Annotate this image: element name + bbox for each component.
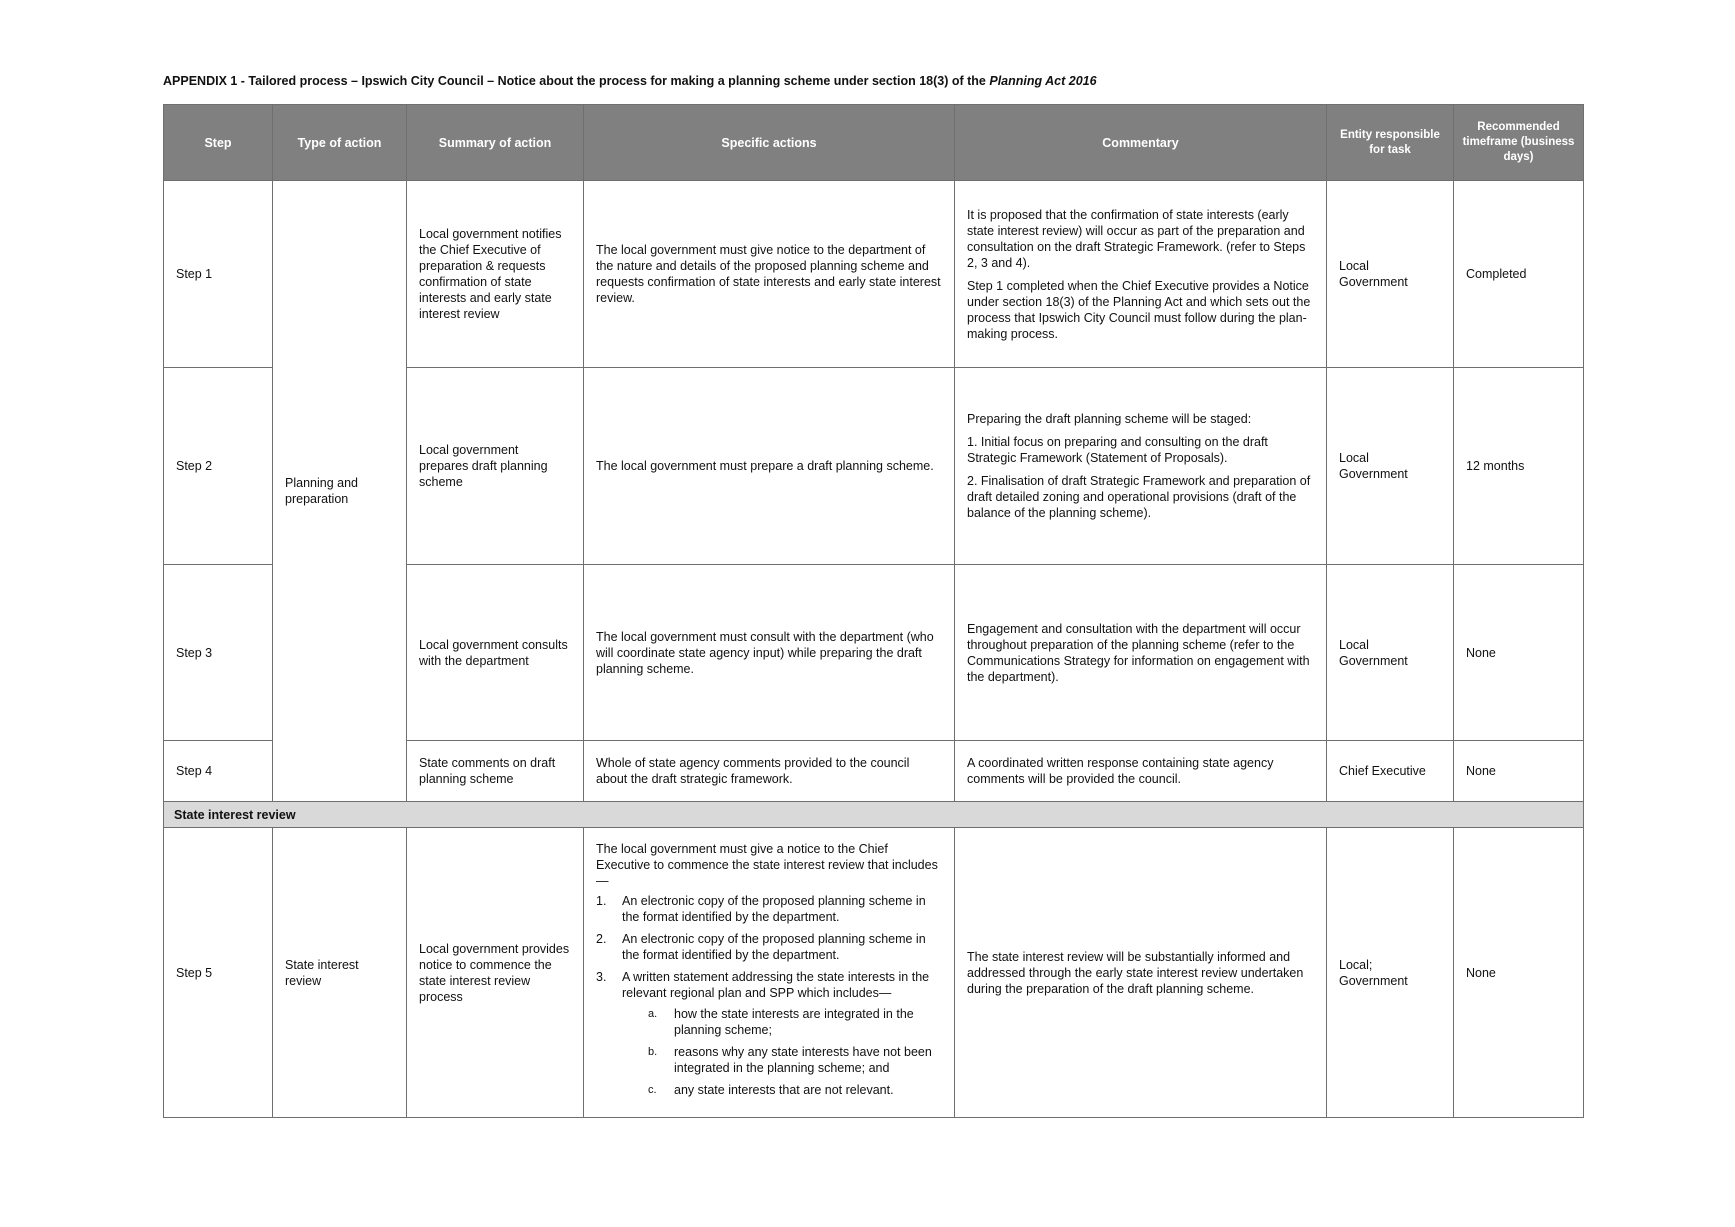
list-item bbox=[596, 893, 942, 925]
step-cell: Step 1 bbox=[164, 181, 273, 368]
timeframe-cell: None bbox=[1454, 741, 1584, 802]
specific-cell bbox=[584, 828, 955, 1118]
summary-cell: State comments on draft planning scheme bbox=[407, 741, 584, 802]
header-summary: Summary of action bbox=[407, 105, 584, 181]
specific-cell: The local government must consult with the department (who will coordinate state agency input) while preparing the draft planning scheme. bbox=[584, 565, 955, 741]
step-cell: Step 2 bbox=[164, 368, 273, 565]
lettered-list bbox=[622, 1006, 942, 1098]
header-specific: Specific actions bbox=[584, 105, 955, 181]
section-label: State interest review bbox=[164, 802, 1584, 828]
commentary-paragraph: 2. Finalisation of draft Strategic Framework and preparation of draft detailed zoning and operational provisions (draft of the balance of the planning scheme). bbox=[967, 474, 1311, 520]
header-entity: Entity responsible for task bbox=[1327, 105, 1454, 181]
commentary-cell bbox=[955, 741, 1327, 802]
list-marker: c. bbox=[648, 1084, 657, 1096]
step-cell: Step 4 bbox=[164, 741, 273, 802]
summary-cell: Local government notifies the Chief Executive of preparation & requests confirmation of state interests and early state interest review bbox=[407, 181, 584, 368]
type-cell: Planning and preparation bbox=[273, 181, 407, 802]
timeframe-cell: None bbox=[1454, 565, 1584, 741]
list-item bbox=[648, 1044, 942, 1076]
process-table bbox=[163, 104, 1584, 1118]
entity-cell: Chief Executive bbox=[1327, 741, 1454, 802]
list-item-text: how the state interests are integrated in the planning scheme; bbox=[674, 1007, 914, 1037]
step-cell: Step 3 bbox=[164, 565, 273, 741]
title-text: APPENDIX 1 - Tailored process – Ipswich City Council – Notice about the process for making a planning scheme under section 18(3) of the bbox=[163, 74, 986, 88]
timeframe-cell: 12 months bbox=[1454, 368, 1584, 565]
timeframe-cell: Completed bbox=[1454, 181, 1584, 368]
summary-cell: Local government consults with the department bbox=[407, 565, 584, 741]
commentary-paragraph: Step 1 completed when the Chief Executive provides a Notice under section 18(3) of the Planning Act and which sets out the process that Ipswich City Council must follow during the plan-making process. bbox=[967, 278, 1311, 341]
commentary-cell bbox=[955, 368, 1327, 565]
entity-cell: Local Government bbox=[1327, 181, 1454, 368]
list-marker: 3. bbox=[596, 970, 607, 984]
table-row bbox=[164, 181, 1584, 368]
list-item-text: An electronic copy of the proposed planning scheme in the format identified by the department. bbox=[622, 932, 926, 962]
header-type: Type of action bbox=[273, 105, 407, 181]
table-row bbox=[164, 828, 1584, 1118]
document-title bbox=[163, 74, 1097, 88]
commentary-cell: The state interest review will be substantially informed and addressed through the early state interest review undertaken during the preparation of the draft planning scheme. bbox=[955, 828, 1327, 1118]
list-item-text: reasons why any state interests have not been integrated in the planning scheme; and bbox=[674, 1045, 932, 1075]
list-item bbox=[596, 931, 942, 963]
specific-cell: The local government must give notice to the department of the nature and details of the proposed planning scheme and requests confirmation of state interests and early state interest review. bbox=[584, 181, 955, 368]
commentary-cell bbox=[955, 565, 1327, 741]
list-item-text: An electronic copy of the proposed planning scheme in the format identified by the department. bbox=[622, 894, 926, 924]
summary-cell: Local government prepares draft planning scheme bbox=[407, 368, 584, 565]
commentary-paragraph: It is proposed that the confirmation of state interests (early state interest review) will occur as part of the preparation and consultation on the draft Strategic Framework. (refer to Steps 2, 3 and 4). bbox=[967, 207, 1306, 270]
section-header-row bbox=[164, 802, 1584, 828]
table-header-row bbox=[164, 105, 1584, 181]
list-item bbox=[596, 969, 942, 1098]
specific-intro: The local government must give a notice to the Chief Executive to commence the state interest review that includes— bbox=[596, 842, 938, 888]
entity-cell: Local; Government bbox=[1327, 828, 1454, 1118]
step-cell: Step 5 bbox=[164, 828, 273, 1118]
summary-cell: Local government provides notice to commence the state interest review process bbox=[407, 828, 584, 1118]
list-item-text: A written statement addressing the state interests in the relevant regional plan and SPP which includes— bbox=[622, 970, 930, 1000]
commentary-paragraph: 1. Initial focus on preparing and consulting on the draft Strategic Framework (Statement of Proposals). bbox=[967, 435, 1268, 465]
entity-cell: Local Government bbox=[1327, 368, 1454, 565]
numbered-list bbox=[596, 893, 942, 1098]
commentary-paragraph: Engagement and consultation with the department will occur throughout preparation of the planning scheme (refer to the Communications Strategy for information on engagement with the department). bbox=[967, 621, 1310, 684]
specific-cell: Whole of state agency comments provided to the council about the draft strategic framework. bbox=[584, 741, 955, 802]
header-step: Step bbox=[164, 105, 273, 181]
header-commentary: Commentary bbox=[955, 105, 1327, 181]
list-item bbox=[648, 1006, 942, 1038]
list-item-text: any state interests that are not relevant. bbox=[674, 1083, 894, 1097]
commentary-cell bbox=[955, 181, 1327, 368]
list-marker: a. bbox=[648, 1008, 658, 1020]
commentary-paragraph: Preparing the draft planning scheme will be staged: bbox=[967, 412, 1252, 426]
list-marker: b. bbox=[648, 1046, 658, 1058]
list-item bbox=[648, 1082, 942, 1098]
timeframe-cell: None bbox=[1454, 828, 1584, 1118]
entity-cell: Local Government bbox=[1327, 565, 1454, 741]
specific-cell: The local government must prepare a draft planning scheme. bbox=[584, 368, 955, 565]
header-timeframe: Recommended timeframe (business days) bbox=[1454, 105, 1584, 181]
list-marker: 1. bbox=[596, 894, 607, 908]
list-marker: 2. bbox=[596, 932, 607, 946]
commentary-paragraph: A coordinated written response containing state agency comments will be provided the council. bbox=[967, 756, 1274, 786]
act-name: Planning Act 2016 bbox=[989, 74, 1097, 88]
type-cell: State interest review bbox=[273, 828, 407, 1118]
